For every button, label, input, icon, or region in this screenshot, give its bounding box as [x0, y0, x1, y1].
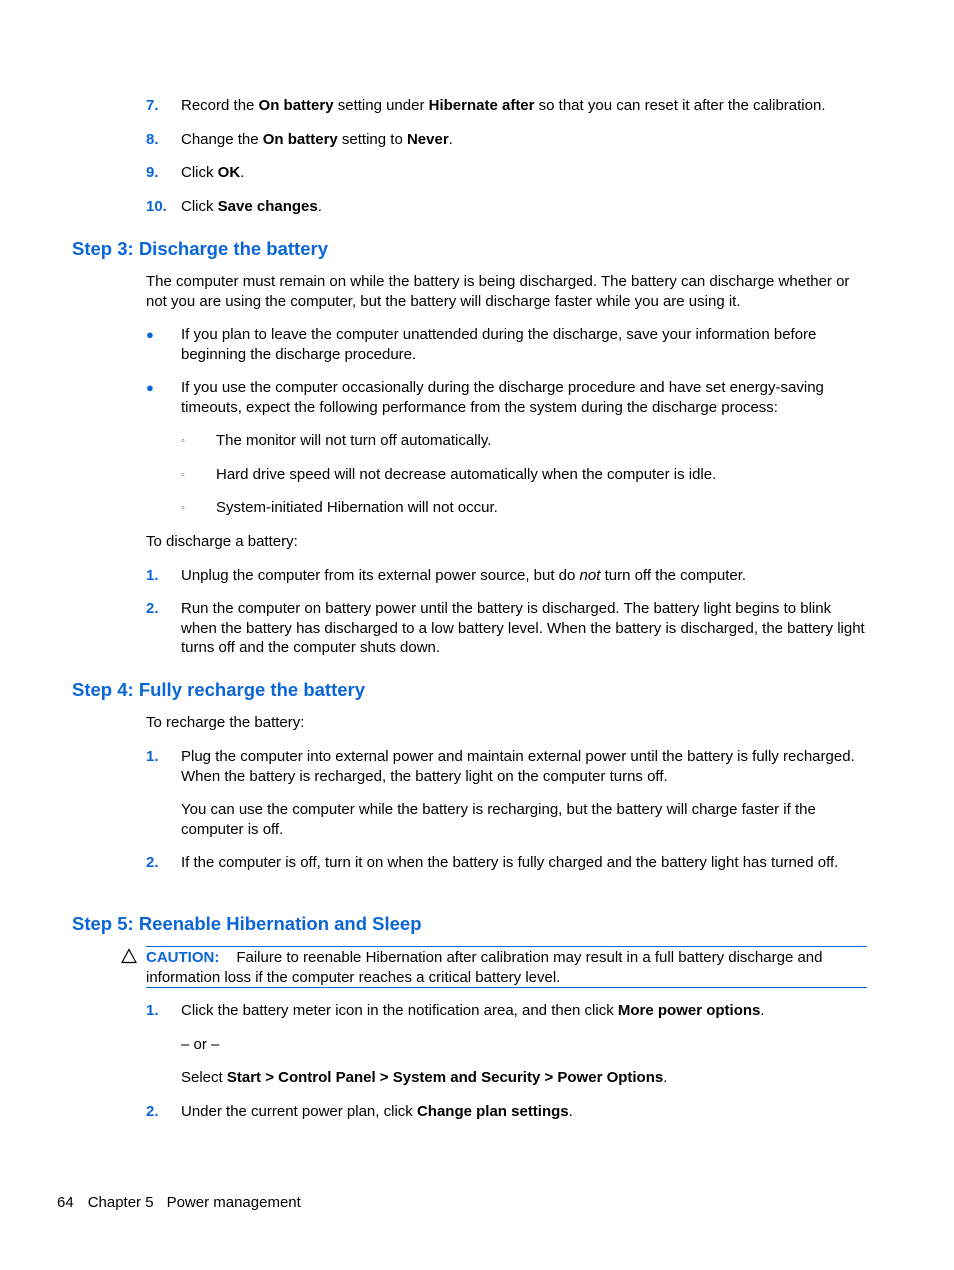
text-run: Change the	[181, 131, 263, 148]
step-number: 2.	[146, 854, 159, 871]
text-run: Select	[181, 1069, 227, 1086]
bold-term: Hibernate after	[428, 97, 535, 114]
step-text	[181, 1102, 871, 1122]
page-number: 64	[57, 1194, 74, 1211]
text-run: You can use the computer while the battery is recharging, but the battery will charge faster if the computer is off.	[181, 801, 816, 838]
step-text	[181, 853, 871, 873]
step-text	[181, 96, 871, 116]
step-number: 8.	[146, 131, 159, 148]
caution-text-block	[146, 948, 867, 987]
step-text	[181, 197, 871, 217]
bold-term: More power options	[617, 1002, 761, 1019]
text-run: Click the battery meter icon in the notification area, and then click	[181, 1002, 618, 1019]
section-heading-step4: Step 4: Fully recharge the battery	[72, 679, 366, 700]
step-alternative	[181, 1035, 871, 1055]
step-number: 2.	[146, 1103, 159, 1120]
text-run: .	[568, 1103, 573, 1120]
chapter-title: Power management	[166, 1194, 301, 1211]
text-run: .	[240, 164, 245, 181]
text-run: setting under	[333, 97, 429, 114]
bold-term: On battery	[262, 131, 338, 148]
step4-lead: To recharge the battery:	[146, 714, 305, 731]
text-run: – or –	[181, 1036, 220, 1053]
sub-bullet-text: System-initiated Hibernation will not occur.	[216, 499, 498, 516]
caution-label: CAUTION:	[146, 949, 220, 966]
text-run: so that you can reset it after the calibration.	[534, 97, 826, 114]
caution-text: Failure to reenable Hibernation after calibration may result in a full battery discharge and information loss if the computer reaches a critical battery level.	[146, 949, 823, 986]
text-run: turn off the computer.	[600, 567, 747, 584]
section-heading-step5: Step 5: Reenable Hibernation and Sleep	[72, 913, 422, 934]
step-number: 2.	[146, 600, 159, 617]
text-run: Record the	[181, 97, 259, 114]
bold-term: Change plan settings	[416, 1103, 569, 1120]
sub-bullet-text: Hard drive speed will not decrease automatically when the computer is idle.	[216, 466, 717, 483]
text-run: .	[663, 1069, 668, 1086]
step-text	[181, 130, 871, 150]
italic-term: not	[579, 567, 601, 584]
sub-bullet-icon: ◦	[181, 469, 185, 481]
step-text	[181, 1068, 871, 1088]
step-text	[181, 747, 871, 786]
text-run: Click	[181, 164, 218, 181]
text-run: If the computer is off, turn it on when the battery is fully charged and the battery light has turned off.	[181, 854, 839, 871]
step-text	[181, 163, 871, 183]
step-number: 1.	[146, 1002, 159, 1019]
step-text	[181, 599, 871, 658]
sub-bullet-icon: ◦	[181, 502, 185, 514]
text-run: Under the current power plan, click	[181, 1103, 417, 1120]
bold-term: OK	[217, 164, 241, 181]
bold-term: On battery	[258, 97, 334, 114]
step-number: 1.	[146, 567, 159, 584]
bold-term: Never	[406, 131, 449, 148]
text-run: .	[448, 131, 453, 148]
caution-box	[146, 946, 867, 988]
bullet-icon: ●	[146, 380, 154, 395]
section-heading-step3: Step 3: Discharge the battery	[72, 238, 328, 259]
sub-bullet-icon: ◦	[181, 435, 185, 447]
step-text	[181, 566, 871, 586]
text-run: Unplug the computer from its external power source, but do	[181, 567, 580, 584]
chapter-label: Chapter 5	[87, 1194, 154, 1211]
page-footer	[57, 1193, 301, 1213]
step-number: 7.	[146, 97, 159, 114]
step-number: 1.	[146, 748, 159, 765]
bold-term: Start > Control Panel > System and Security > Power Options	[226, 1069, 664, 1086]
step-number: 10.	[146, 198, 167, 215]
step-text	[181, 1001, 871, 1021]
step-number: 9.	[146, 164, 159, 181]
step3-lead: To discharge a battery:	[146, 533, 298, 550]
sub-bullet-text: The monitor will not turn off automatically.	[216, 432, 492, 449]
bullet-text: If you plan to leave the computer unattended during the discharge, save your information before beginning the discharge procedure.	[181, 326, 817, 363]
text-run: Plug the computer into external power and maintain external power until the battery is fully recharged. When the battery is recharged, the battery light on the computer turns off.	[181, 748, 855, 785]
bold-term: Save changes	[217, 198, 318, 215]
caution-triangle-icon	[121, 948, 137, 964]
text-run: .	[760, 1002, 765, 1019]
bullet-icon: ●	[146, 327, 154, 342]
text-run: .	[317, 198, 322, 215]
step3-intro: The computer must remain on while the battery is being discharged. The battery can discharge whether or not you are using the computer, but the battery will discharge faster while you are using it.	[146, 273, 850, 310]
bullet-text: If you use the computer occasionally during the discharge procedure and have set energy-saving timeouts, expect the following performance from the system during the discharge process:	[181, 379, 824, 416]
text-run: Run the computer on battery power until the battery is discharged. The battery light begins to blink when the battery has discharged to a low battery level. When the battery is discharged, the battery light turns off and the computer shuts down.	[181, 600, 865, 656]
text-run: setting to	[337, 131, 407, 148]
text-run: Click	[181, 198, 218, 215]
step-note	[181, 800, 871, 839]
